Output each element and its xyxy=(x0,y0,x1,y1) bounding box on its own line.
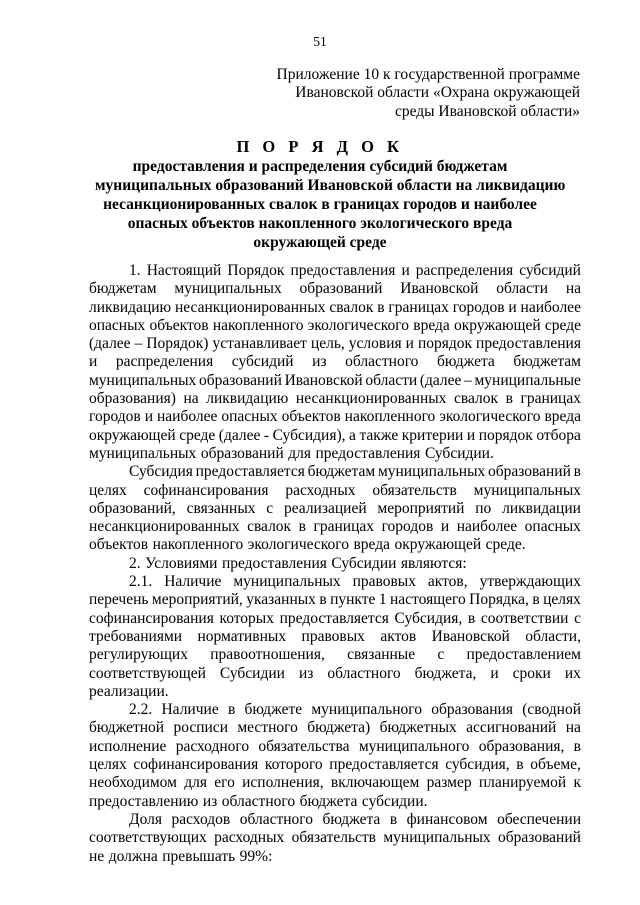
body-line: предоставлению из областного бюджета субсидии. xyxy=(89,792,428,810)
subtitle-line: предоставления и распределения субсидий бюджетам xyxy=(132,158,508,175)
body-line: городов и наиболее опасных объектов накопленного экологического вреда xyxy=(89,408,581,426)
appendix-line: среды Ивановской области» xyxy=(394,102,580,120)
document-subtitle xyxy=(95,157,566,252)
body-line: и распределения субсидий из областного бюджета бюджетам xyxy=(89,353,581,371)
body-line: ликвидацию несанкционированных свалок в границах городов и наиболее xyxy=(89,298,581,316)
body-line: несанкционированных свалок в границах городов и наиболее опасных xyxy=(89,518,581,536)
body-line: необходимом для его исполнения, включающем размер планируемой к xyxy=(89,774,581,792)
body-line: 2. Условиями предоставления Субсидии являются: xyxy=(129,554,467,572)
body-line: Субсидия предоставляется бюджетам муниципальных образований в xyxy=(129,463,581,481)
appendix-line: Ивановской области «Охрана окружающей xyxy=(295,84,580,102)
body-line: соответствующих расходных обязательств муниципальных образований xyxy=(89,829,581,847)
body-line: целях софинансирования которого предоставляется субсидия, в объеме, xyxy=(89,756,581,774)
body-line: бюджетной росписи местного бюджета) бюджетных ассигнований на xyxy=(89,719,581,737)
body-line: муниципальных образований для предоставления Субсидии. xyxy=(89,444,494,462)
body-line: исполнение расходного обязательства муниципального образования, в xyxy=(89,737,581,755)
body-line: муниципальных образований Ивановской области (далее – муниципальные xyxy=(89,371,581,389)
body-line: образования) на ликвидацию несанкционированных свалок в границах xyxy=(89,390,581,408)
body-line: требованиями нормативных правовых актов Ивановской области, xyxy=(89,627,581,645)
subtitle-line: несанкционированных свалок в границах городов и наиболее xyxy=(103,196,537,213)
body-line: перечень мероприятий, указанных в пункте 1 настоящего Порядка, в целях xyxy=(89,591,581,609)
appendix-note xyxy=(250,66,580,121)
body-line: образований, связанных с реализацией мероприятий по ликвидации xyxy=(89,499,581,517)
body-line: 1. Настоящий Порядок предоставления и распределения субсидий xyxy=(129,262,581,279)
appendix-line: Приложение 10 к государственной программе xyxy=(276,66,580,83)
body-line: не должна превышать 99%: xyxy=(89,847,273,865)
body-line: регулирующих правоотношения, связанные с предоставлением xyxy=(89,646,581,664)
subtitle-line: муниципальных образований Ивановской области на ликвидацию xyxy=(95,177,566,194)
subtitle-line: опасных объектов накопленного экологического вреда xyxy=(127,215,513,232)
body-line: софинансирования которых предоставляется Субсидия, в соответствии с xyxy=(89,609,581,627)
body-line: опасных объектов накопленного экологического вреда окружающей среде xyxy=(89,316,581,334)
body-line: бюджетам муниципальных образований Ивановской области на xyxy=(89,280,581,298)
body-line: 2.1. Наличие муниципальных правовых актов, утверждающих xyxy=(129,573,581,591)
body-line: окружающей среде (далее - Субсидия), а также критерии и порядок отбора xyxy=(89,426,581,444)
document-title: П О Р Я Д О К xyxy=(236,137,404,156)
body-line: целях софинансирования расходных обязательств муниципальных xyxy=(89,481,581,499)
body-line: реализации. xyxy=(89,682,169,700)
body-line: соответствующей Субсидии из областного бюджета, и сроки их xyxy=(89,664,581,682)
page-number: 51 xyxy=(313,34,327,49)
body-line: (далее – Порядок) устанавливает цель, условия и порядок предоставления xyxy=(89,335,581,353)
body-line: 2.2. Наличие в бюджете муниципального образования (сводной xyxy=(129,701,581,719)
body-line: объектов накопленного экологического вреда окружающей среде. xyxy=(89,536,526,554)
document-body xyxy=(89,262,581,866)
subtitle-line: окружающей среде xyxy=(253,234,387,251)
body-line: Доля расходов областного бюджета в финансовом обеспечении xyxy=(129,810,581,828)
